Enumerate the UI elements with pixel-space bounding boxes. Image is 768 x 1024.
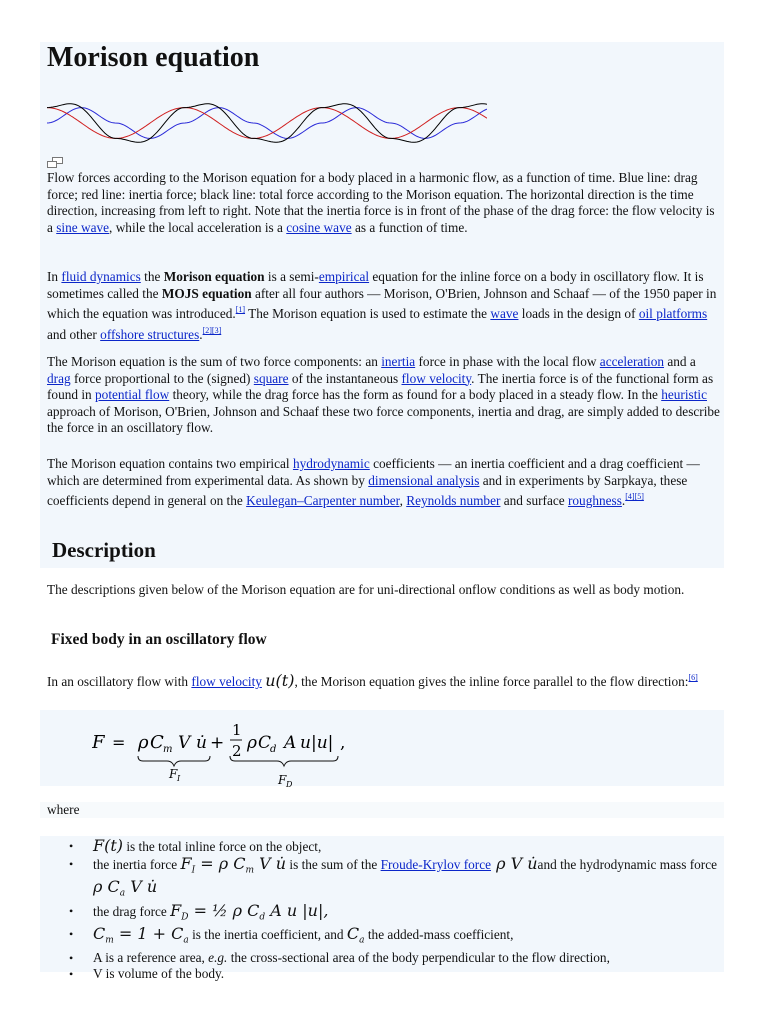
link-inertia[interactable]: inertia [381,354,416,369]
page-title: Morison equation [47,42,260,73]
svg-text:A: A [284,733,297,753]
svg-text:C: C [258,733,272,753]
svg-text:u: u [300,733,311,753]
svg-text:u̇: u̇ [196,733,207,753]
drag-force-line [47,108,487,139]
svg-text:I: I [177,774,181,783]
svg-text:D: D [286,780,293,788]
svg-text:d: d [270,744,277,755]
oscillatory-flow-paragraph: In an oscillatory flow with flow velocity u(t), the Morison equation gives the inline force parallel to the flow direction:[6] [47,671,698,690]
enlarge-icon[interactable] [47,157,63,168]
link-roughness[interactable]: roughness [567,493,622,509]
svg-text:C: C [150,732,164,753]
link-empirical[interactable]: empirical [318,269,370,284]
svg-text:1: 1 [232,721,242,739]
link-hydrodynamic[interactable]: hydrodynamic [292,456,370,471]
coefficients-paragraph: The Morison equation contains two empirical hydrodynamic coefficients — an inertia coefficient and a drag coefficient — which are determined from experimental data. As shown by dimensional analysis and in experiments by Sarpkaya, these coefficients depend in general on the Keulegan–Carpenter number, Reynolds number and surface roughness.[4][5] [47,456,700,509]
citation-2-3[interactable]: [2][3] [202,325,222,335]
terms-list [47,838,721,983]
citation-1[interactable]: [1] [235,305,246,315]
svg-text:F: F [92,732,105,753]
svg-text:V: V [178,733,191,753]
morison-equation-formula [92,718,352,788]
link-acceleration[interactable]: acceleration [599,354,665,369]
svg-text:m: m [163,744,173,755]
link-heuristic[interactable]: heuristic [661,387,707,403]
svg-text:2: 2 [232,742,242,760]
link-fluid-dynamics[interactable]: fluid dynamics [61,269,141,284]
list-item: • A is a reference area, e.g. the cross-sectional area of the body perpendicular to the flow direction, [47,950,721,967]
svg-text:,: , [340,733,346,753]
list-item: • $C_m = 1 + C_a$ is the inertia coefficient, and $C_a$ the added-mass coefficient, [47,926,721,949]
svg-text:F: F [169,767,178,781]
link-flow-velocity[interactable]: flow velocity [401,370,472,386]
force-plot-figure [47,90,487,156]
svg-text:=: = [112,733,126,752]
citation-6[interactable]: [6] [688,673,698,682]
section-heading-description: Description [52,538,156,562]
link-flow-velocity-2[interactable]: flow velocity [191,674,262,689]
svg-text:ρ: ρ [247,733,257,753]
link-cosine-wave[interactable]: cosine wave [286,219,352,235]
link-drag[interactable]: drag [47,370,71,386]
svg-text:+: + [210,733,225,753]
svg-text:ρ: ρ [138,732,149,753]
list-item: • the drag force $F_D$ = ½ ρ $C_d$ A u |u|, [47,903,721,926]
link-reynolds-number[interactable]: Reynolds number [406,493,501,509]
citation-4-5[interactable]: [4][5] [625,492,644,502]
link-keulegan-carpenter-number[interactable]: Keulegan–Carpenter number [246,493,400,509]
link-offshore-structures[interactable]: offshore structures [100,326,200,342]
where-label: where [47,802,80,817]
link-oil-platforms[interactable]: oil platforms [638,306,708,322]
figure-caption: Flow forces according to the Morison equation for a body placed in a harmonic flow, as a function of time. Blue line: drag force; red line: inertia force; black line: total force according to the Morison equation. The horizontal direction is the time direction, increasing from left to right. Note that the inertia force is in front of the phase of the drag force: the flow velocity is a sine wave, while the local acceleration is a cosine wave as a function of time. [47,170,715,235]
subsection-heading-fixed-body: Fixed body in an oscillatory flow [51,631,267,648]
list-item: • V is volume of the body. [47,966,721,983]
list-item: • F(t) is the total inline force on the object, [47,838,721,856]
link-dimensional-analysis[interactable]: dimensional analysis [368,472,480,488]
link-potential-flow[interactable]: potential flow [95,387,170,403]
link-froude-krylov-force[interactable]: Froude-Krylov force [380,856,492,872]
svg-text:|u|: |u| [311,733,334,753]
intro-paragraph: In fluid dynamics the Morison equation is a semi-empirical equation for the inline force on a body in oscillatory flow. It is sometimes called the MOJS equation after all four authors — Morison, O'Brien, Johnson and Schaaf — of the 1950 paper in which the equation was introduced.[1] The Morison equation is used to estimate the wave loads in the design of oil platforms and other offshore structures.[2][3] [47,269,717,342]
components-paragraph: The Morison equation is the sum of two force components: an inertia force in phase with the local flow acceleration and a drag force proportional to the (signed) square of the instantaneous flow velocity. The inertia force is of the functional form as found in potential flow theory, while the drag force has the form as found for a body placed in a steady flow. In the heuristic approach of Morison, O'Brien, Johnson and Schaaf these two force components, inertia and drag, are simply added to describe the force in an oscillatory flow. [47,354,720,436]
description-paragraph: The descriptions given below of the Morison equation are for uni-directional onflow conditions as well as body motion. [47,582,685,597]
link-square[interactable]: square [253,370,289,386]
list-item: • the inertia force $F_I = \rho$ $C_m$ V u̇ is the sum of the Froude-Krylov force ρ V u̇and the hydrodynamic mass force ρ $C_a$ V u̇ [47,856,721,903]
link-sine-wave[interactable]: sine wave [56,219,110,235]
svg-text:F: F [278,773,287,787]
link-wave[interactable]: wave [490,306,519,322]
